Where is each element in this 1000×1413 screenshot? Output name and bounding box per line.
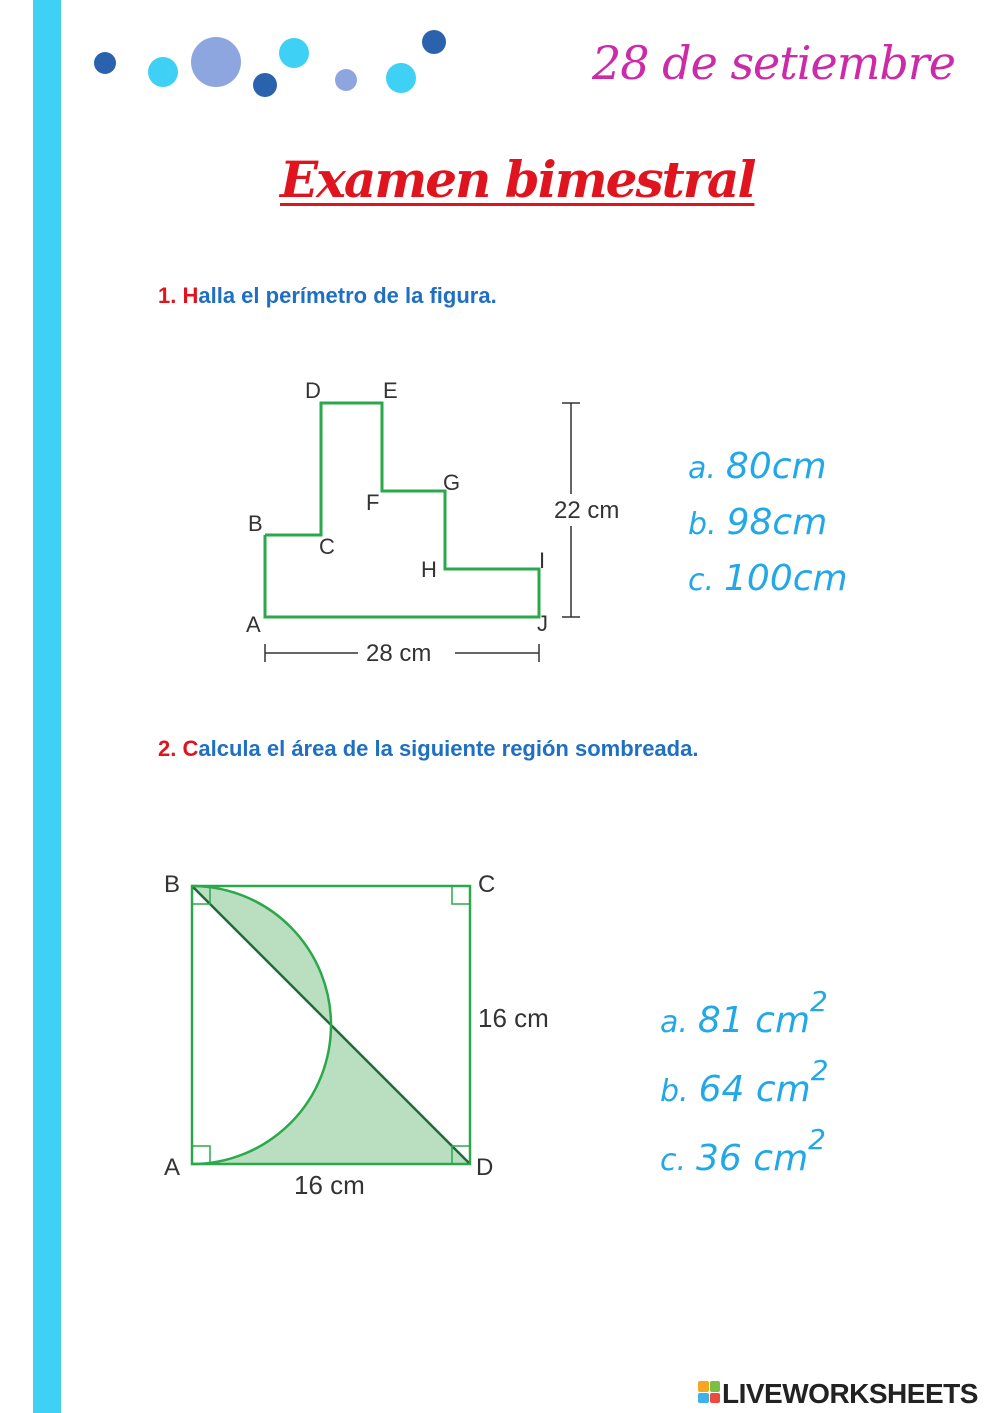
option-value: 64 cm [698,1069,811,1110]
point-label-b: B [248,511,263,536]
option-letter: a. [688,451,716,486]
point-label-e: E [383,378,398,403]
width-label: 28 cm [366,640,432,667]
point-label-a: A [164,1154,181,1181]
date-label: 28 de setiembre [592,36,955,90]
page-title: Examen bimestral [280,150,755,209]
option-exponent: 2 [808,1123,826,1156]
bottom-label: 16 cm [294,1170,365,1200]
option-value: 81 cm [697,1000,811,1041]
option-letter: b. [688,507,717,542]
right-angle-mark [192,1146,210,1164]
point-label-c: C [478,871,496,898]
answer-option-c[interactable] [660,1120,829,1189]
question-2-options [660,982,829,1189]
answer-option-b[interactable] [660,1051,829,1120]
option-value: 98cm [726,502,828,543]
liveworksheets-brand [698,1378,998,1408]
option-exponent: 2 [810,985,828,1018]
answer-option-a[interactable] [660,982,829,1051]
question-first-letter: H [182,283,199,308]
question-first-letter: C [182,736,199,761]
point-label-f: F [366,490,380,515]
point-label-a: A [246,612,261,637]
option-value: 100cm [724,558,848,599]
point-label-b: B [164,871,181,898]
point-label-d: D [476,1154,494,1181]
right-angle-mark [452,886,470,904]
option-letter: a. [660,1005,688,1040]
option-letter: c. [660,1143,687,1178]
point-label-d: D [305,378,321,403]
question-text: alla el perímetro de la figura. [198,283,497,308]
option-letter: c. [688,563,715,598]
option-value: 36 cm [696,1138,809,1179]
brand-text: LIVEWORKSHEETS [722,1378,978,1409]
option-value: 80cm [725,446,827,487]
point-label-c: C [319,534,335,559]
height-label: 22 cm [554,497,620,524]
point-label-i: I [539,548,546,573]
option-exponent: 2 [810,1054,829,1087]
point-label-j: J [537,611,548,636]
question-number: 1. [158,283,177,308]
question-text: alcula el área de la siguiente región sombreada. [198,736,699,761]
option-letter: b. [660,1074,689,1109]
question-number: 2. [158,736,177,761]
point-label-h: H [421,557,437,582]
liveworksheets-logo-icon [698,1381,720,1403]
point-label-g: G [443,470,461,495]
side-label: 16 cm [478,1003,549,1033]
